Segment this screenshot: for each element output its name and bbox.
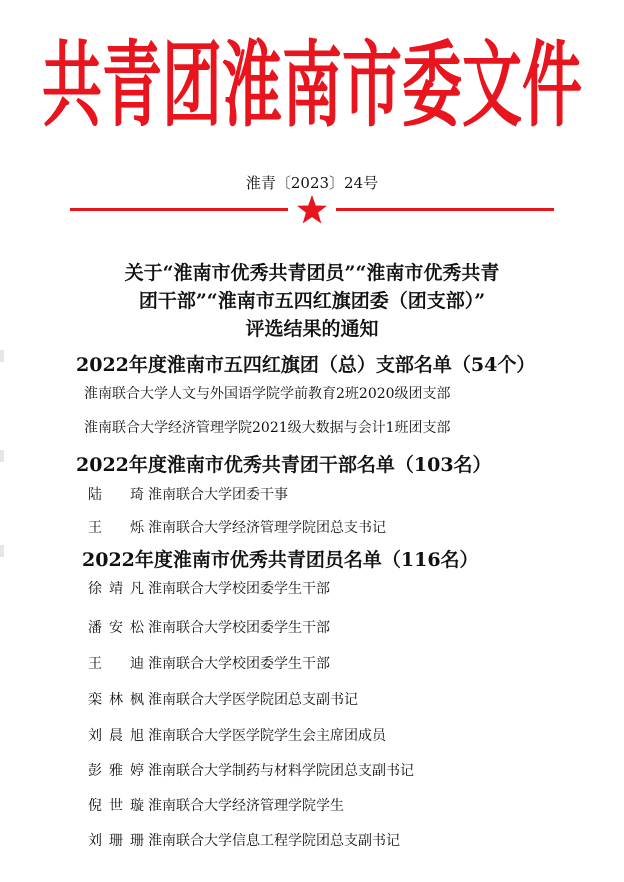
person-title: 淮南联合大学校团委学生干部: [148, 581, 330, 597]
person-name: 徐靖凡: [88, 581, 144, 597]
person-title: 淮南联合大学经济管理学院团总支书记: [148, 520, 386, 536]
list-item: [88, 830, 400, 850]
section-heading-red-flag: 2022年度淮南市五四红旗团（总）支部名单（54个）: [76, 354, 536, 376]
person-title: 淮南联合大学医学院团总支副书记: [148, 692, 358, 708]
list-item: [88, 517, 386, 537]
person-title: 淮南联合大学校团委学生干部: [148, 620, 330, 636]
person-title: 淮南联合大学信息工程学院团总支副书记: [148, 833, 400, 849]
person-name: 陆琦: [88, 487, 144, 503]
scan-seam: [0, 450, 4, 462]
scan-seam: [0, 350, 4, 362]
document-number: 淮青〔2023〕24号: [245, 174, 379, 192]
section-heading-cadres: 2022年度淮南市优秀共青团干部名单（103名）: [76, 454, 492, 476]
notice-title-line-1: 关于“淮南市优秀共青团员”“淮南市优秀共青: [124, 262, 500, 284]
list-item: [88, 760, 414, 780]
list-item: [88, 617, 330, 637]
person-title: 淮南联合大学医学院学生会主席团成员: [148, 728, 386, 744]
person-name: 倪世璇: [88, 798, 144, 814]
person-name: 栾林枫: [88, 692, 144, 708]
list-item: 淮南联合大学经济管理学院2021级大数据与会计1班团支部: [84, 420, 451, 436]
person-name: 王烁: [88, 520, 144, 536]
person-name: 彭雅婷: [88, 763, 144, 779]
list-item: [88, 578, 330, 598]
person-title: 淮南联合大学经济管理学院学生: [148, 798, 344, 814]
person-name: 刘晨旭: [88, 728, 144, 744]
list-item: [88, 689, 358, 709]
red-rule-right: [336, 208, 554, 211]
notice-title-line-2: 团干部”“淮南市五四红旗团委（团支部）”: [138, 290, 486, 312]
person-title: 淮南联合大学制药与材料学院团总支副书记: [148, 763, 414, 779]
red-rule-left: [70, 208, 288, 211]
person-name: 潘安松: [88, 620, 144, 636]
list-item: [88, 484, 288, 504]
notice-title-line-3: 评选结果的通知: [245, 318, 379, 340]
document-masthead: 共青团淮南市委文件: [42, 32, 582, 141]
person-name: 王迪: [88, 656, 144, 672]
list-item: [88, 725, 386, 745]
person-title: 淮南联合大学校团委学生干部: [148, 656, 330, 672]
person-name: 刘珊珊: [88, 833, 144, 849]
person-title: 淮南联合大学团委干事: [148, 487, 288, 503]
list-item: [88, 795, 344, 815]
scan-seam: [0, 545, 4, 557]
red-star-icon: [296, 194, 328, 226]
list-item: 淮南联合大学人文与外国语学院学前教育2班2020级团支部: [84, 386, 451, 402]
section-heading-members: 2022年度淮南市优秀共青团员名单（116名）: [82, 549, 479, 571]
list-item: [88, 653, 330, 673]
